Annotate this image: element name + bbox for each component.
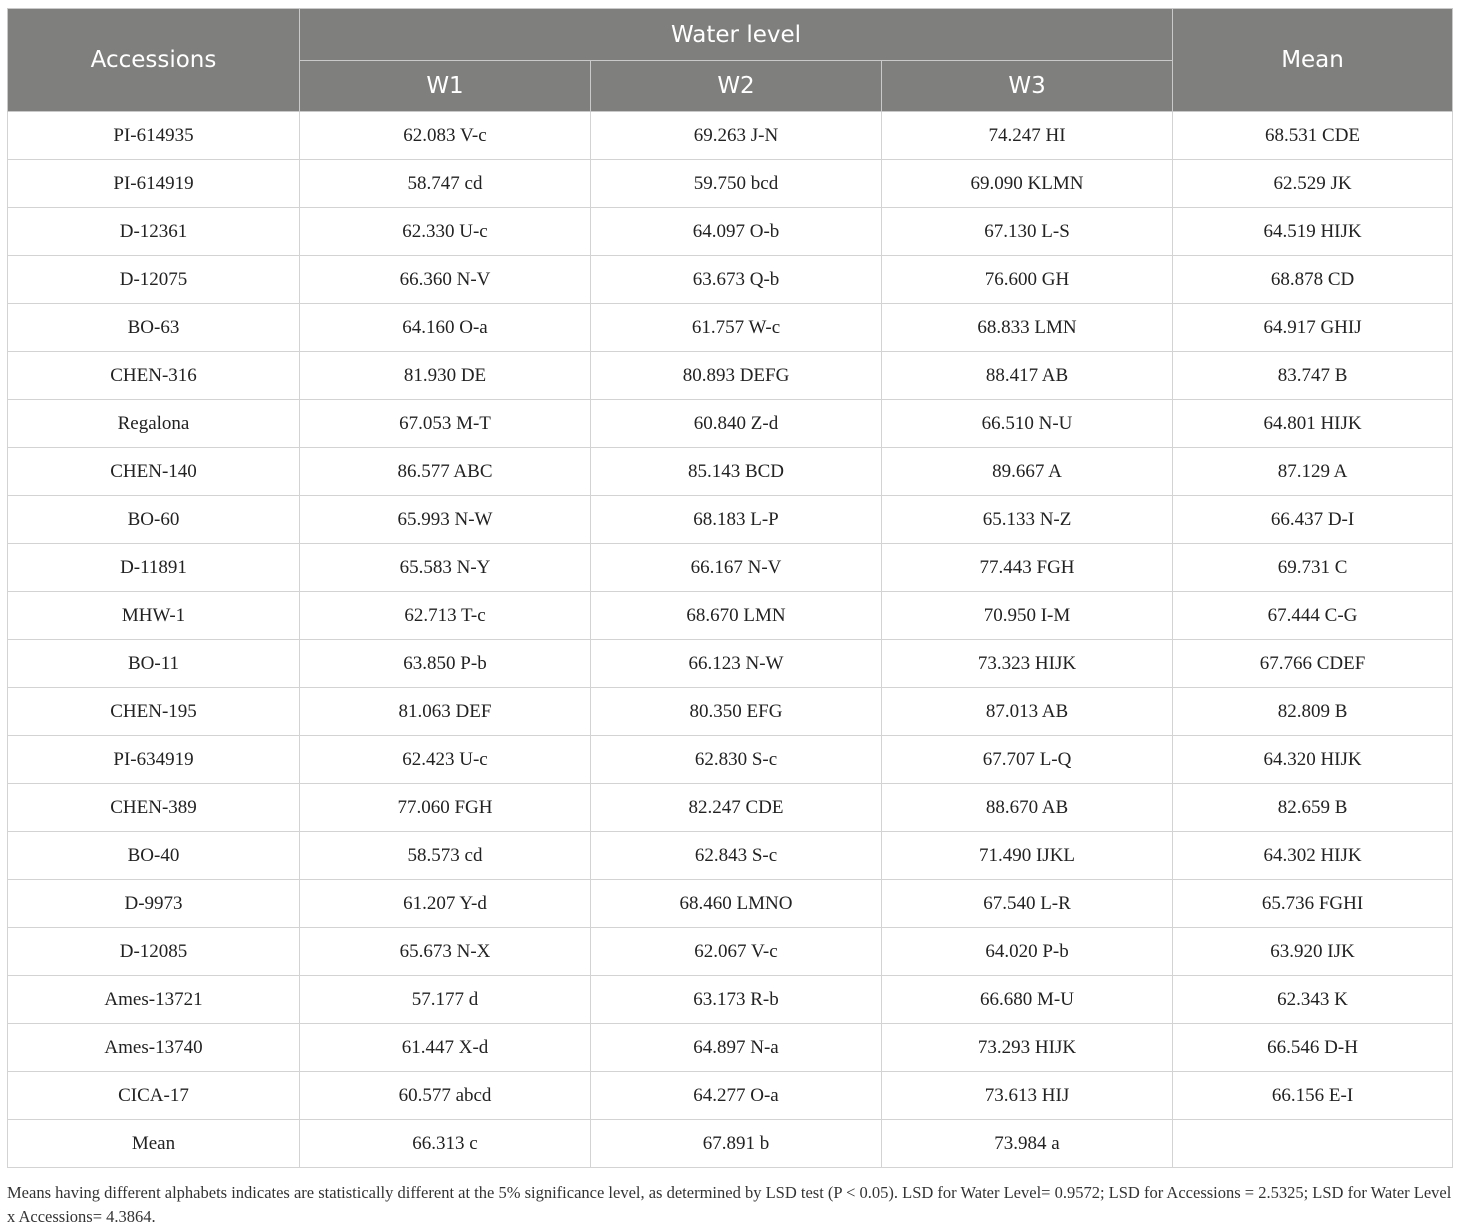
table-row bbox=[8, 880, 1453, 928]
w3-cell: 69.090 KLMN bbox=[882, 160, 1173, 208]
table-row bbox=[8, 1072, 1453, 1120]
w2-cell: 80.350 EFG bbox=[591, 688, 882, 736]
table-row bbox=[8, 832, 1453, 880]
accession-cell: CHEN-140 bbox=[8, 448, 300, 496]
w3-cell: 74.247 HI bbox=[882, 112, 1173, 160]
mean-cell: 64.302 HIJK bbox=[1173, 832, 1453, 880]
table-row bbox=[8, 640, 1453, 688]
w3-cell: 66.510 N-U bbox=[882, 400, 1173, 448]
table-row bbox=[8, 448, 1453, 496]
mean-cell: 87.129 A bbox=[1173, 448, 1453, 496]
table-body bbox=[8, 112, 1453, 1168]
w3-cell: 77.443 FGH bbox=[882, 544, 1173, 592]
table-row bbox=[8, 1120, 1453, 1168]
mean-cell: 66.437 D-I bbox=[1173, 496, 1453, 544]
table-row bbox=[8, 208, 1453, 256]
table-row bbox=[8, 592, 1453, 640]
w3-cell: 65.133 N-Z bbox=[882, 496, 1173, 544]
w2-cell: 85.143 BCD bbox=[591, 448, 882, 496]
accession-cell: BO-63 bbox=[8, 304, 300, 352]
mean-header: Mean bbox=[1173, 9, 1453, 112]
table-row bbox=[8, 688, 1453, 736]
mean-cell: 67.766 CDEF bbox=[1173, 640, 1453, 688]
w1-cell: 81.930 DE bbox=[300, 352, 591, 400]
w2-cell: 66.167 N-V bbox=[591, 544, 882, 592]
w3-cell: 68.833 LMN bbox=[882, 304, 1173, 352]
w1-cell: 62.423 U-c bbox=[300, 736, 591, 784]
table-row bbox=[8, 352, 1453, 400]
w2-cell: 64.097 O-b bbox=[591, 208, 882, 256]
w1-cell: 61.207 Y-d bbox=[300, 880, 591, 928]
w3-header: W3 bbox=[882, 61, 1173, 112]
mean-cell: 67.444 C-G bbox=[1173, 592, 1453, 640]
w3-cell: 73.323 HIJK bbox=[882, 640, 1173, 688]
w2-cell: 82.247 CDE bbox=[591, 784, 882, 832]
water-level-header: Water level bbox=[300, 9, 1173, 61]
mean-cell: 68.531 CDE bbox=[1173, 112, 1453, 160]
w1-cell: 57.177 d bbox=[300, 976, 591, 1024]
results-table-container bbox=[7, 8, 1452, 1168]
accession-cell: PI-634919 bbox=[8, 736, 300, 784]
w1-cell: 62.083 V-c bbox=[300, 112, 591, 160]
w1-cell: 86.577 ABC bbox=[300, 448, 591, 496]
mean-cell: 66.546 D-H bbox=[1173, 1024, 1453, 1072]
w1-cell: 61.447 X-d bbox=[300, 1024, 591, 1072]
w3-cell: 66.680 M-U bbox=[882, 976, 1173, 1024]
accession-cell: CHEN-195 bbox=[8, 688, 300, 736]
w2-cell: 80.893 DEFG bbox=[591, 352, 882, 400]
w3-cell: 73.984 a bbox=[882, 1120, 1173, 1168]
mean-cell: 68.878 CD bbox=[1173, 256, 1453, 304]
table-row bbox=[8, 976, 1453, 1024]
w3-cell: 88.417 AB bbox=[882, 352, 1173, 400]
w3-cell: 67.130 L-S bbox=[882, 208, 1173, 256]
accession-cell: BO-40 bbox=[8, 832, 300, 880]
mean-cell: 64.320 HIJK bbox=[1173, 736, 1453, 784]
w2-cell: 68.460 LMNO bbox=[591, 880, 882, 928]
table-row bbox=[8, 400, 1453, 448]
w1-cell: 58.573 cd bbox=[300, 832, 591, 880]
w2-cell: 69.263 J-N bbox=[591, 112, 882, 160]
w2-cell: 66.123 N-W bbox=[591, 640, 882, 688]
w2-header: W2 bbox=[591, 61, 882, 112]
w3-cell: 73.613 HIJ bbox=[882, 1072, 1173, 1120]
w1-cell: 67.053 M-T bbox=[300, 400, 591, 448]
table-row bbox=[8, 256, 1453, 304]
mean-cell: 62.529 JK bbox=[1173, 160, 1453, 208]
mean-cell: 82.659 B bbox=[1173, 784, 1453, 832]
accession-cell: BO-11 bbox=[8, 640, 300, 688]
w3-cell: 67.707 L-Q bbox=[882, 736, 1173, 784]
w3-cell: 87.013 AB bbox=[882, 688, 1173, 736]
accession-cell: D-9973 bbox=[8, 880, 300, 928]
mean-cell: 64.917 GHIJ bbox=[1173, 304, 1453, 352]
w1-cell: 65.673 N-X bbox=[300, 928, 591, 976]
mean-cell: 83.747 B bbox=[1173, 352, 1453, 400]
w1-cell: 63.850 P-b bbox=[300, 640, 591, 688]
w2-cell: 63.173 R-b bbox=[591, 976, 882, 1024]
w2-cell: 62.843 S-c bbox=[591, 832, 882, 880]
mean-cell: 69.731 C bbox=[1173, 544, 1453, 592]
accession-cell: Regalona bbox=[8, 400, 300, 448]
accession-cell: D-12075 bbox=[8, 256, 300, 304]
mean-cell: 82.809 B bbox=[1173, 688, 1453, 736]
w3-cell: 73.293 HIJK bbox=[882, 1024, 1173, 1072]
accession-cell: Mean bbox=[8, 1120, 300, 1168]
mean-cell: 66.156 E-I bbox=[1173, 1072, 1453, 1120]
w3-cell: 64.020 P-b bbox=[882, 928, 1173, 976]
w3-cell: 89.667 A bbox=[882, 448, 1173, 496]
w1-header: W1 bbox=[300, 61, 591, 112]
w2-cell: 62.830 S-c bbox=[591, 736, 882, 784]
accession-cell: D-12361 bbox=[8, 208, 300, 256]
table-row bbox=[8, 736, 1453, 784]
mean-cell: 63.920 IJK bbox=[1173, 928, 1453, 976]
w1-cell: 65.583 N-Y bbox=[300, 544, 591, 592]
accession-cell: CHEN-389 bbox=[8, 784, 300, 832]
mean-cell: 64.519 HIJK bbox=[1173, 208, 1453, 256]
table-row bbox=[8, 112, 1453, 160]
w2-cell: 64.277 O-a bbox=[591, 1072, 882, 1120]
table-row bbox=[8, 928, 1453, 976]
w2-cell: 63.673 Q-b bbox=[591, 256, 882, 304]
mean-cell: 65.736 FGHI bbox=[1173, 880, 1453, 928]
w3-cell: 88.670 AB bbox=[882, 784, 1173, 832]
accession-cell: BO-60 bbox=[8, 496, 300, 544]
mean-cell: 62.343 K bbox=[1173, 976, 1453, 1024]
w1-cell: 66.360 N-V bbox=[300, 256, 591, 304]
w3-cell: 70.950 I-M bbox=[882, 592, 1173, 640]
w3-cell: 76.600 GH bbox=[882, 256, 1173, 304]
table-header bbox=[8, 9, 1453, 112]
table-row bbox=[8, 544, 1453, 592]
table-row bbox=[8, 496, 1453, 544]
w2-cell: 59.750 bcd bbox=[591, 160, 882, 208]
w2-cell: 68.670 LMN bbox=[591, 592, 882, 640]
mean-cell: 64.801 HIJK bbox=[1173, 400, 1453, 448]
table-footnote: Means having different alphabets indicates are statistically different at the 5% significance level, as determined by LSD test (P < 0.05). LSD for Water Level= 0.9572; LSD for Accessions = 2.5325; LSD for Water Level x Accessions= 4.3864. bbox=[7, 1183, 1452, 1226]
w1-cell: 65.993 N-W bbox=[300, 496, 591, 544]
accession-cell: PI-614935 bbox=[8, 112, 300, 160]
accession-cell: D-12085 bbox=[8, 928, 300, 976]
table-row bbox=[8, 1024, 1453, 1072]
accession-cell: PI-614919 bbox=[8, 160, 300, 208]
w1-cell: 58.747 cd bbox=[300, 160, 591, 208]
accession-cell: Ames-13721 bbox=[8, 976, 300, 1024]
w1-cell: 64.160 O-a bbox=[300, 304, 591, 352]
w1-cell: 66.313 c bbox=[300, 1120, 591, 1168]
w2-cell: 62.067 V-c bbox=[591, 928, 882, 976]
table-row bbox=[8, 784, 1453, 832]
w2-cell: 67.891 b bbox=[591, 1120, 882, 1168]
w3-cell: 71.490 IJKL bbox=[882, 832, 1173, 880]
accession-cell: D-11891 bbox=[8, 544, 300, 592]
w2-cell: 60.840 Z-d bbox=[591, 400, 882, 448]
accession-cell: MHW-1 bbox=[8, 592, 300, 640]
w1-cell: 62.713 T-c bbox=[300, 592, 591, 640]
w1-cell: 77.060 FGH bbox=[300, 784, 591, 832]
accession-cell: CICA-17 bbox=[8, 1072, 300, 1120]
table-row bbox=[8, 160, 1453, 208]
w2-cell: 64.897 N-a bbox=[591, 1024, 882, 1072]
results-table bbox=[7, 8, 1453, 1168]
w1-cell: 62.330 U-c bbox=[300, 208, 591, 256]
table-row bbox=[8, 304, 1453, 352]
accession-cell: CHEN-316 bbox=[8, 352, 300, 400]
w1-cell: 60.577 abcd bbox=[300, 1072, 591, 1120]
accession-cell: Ames-13740 bbox=[8, 1024, 300, 1072]
w3-cell: 67.540 L-R bbox=[882, 880, 1173, 928]
w1-cell: 81.063 DEF bbox=[300, 688, 591, 736]
mean-cell bbox=[1173, 1120, 1453, 1168]
accessions-header: Accessions bbox=[8, 9, 300, 112]
w2-cell: 68.183 L-P bbox=[591, 496, 882, 544]
w2-cell: 61.757 W-c bbox=[591, 304, 882, 352]
